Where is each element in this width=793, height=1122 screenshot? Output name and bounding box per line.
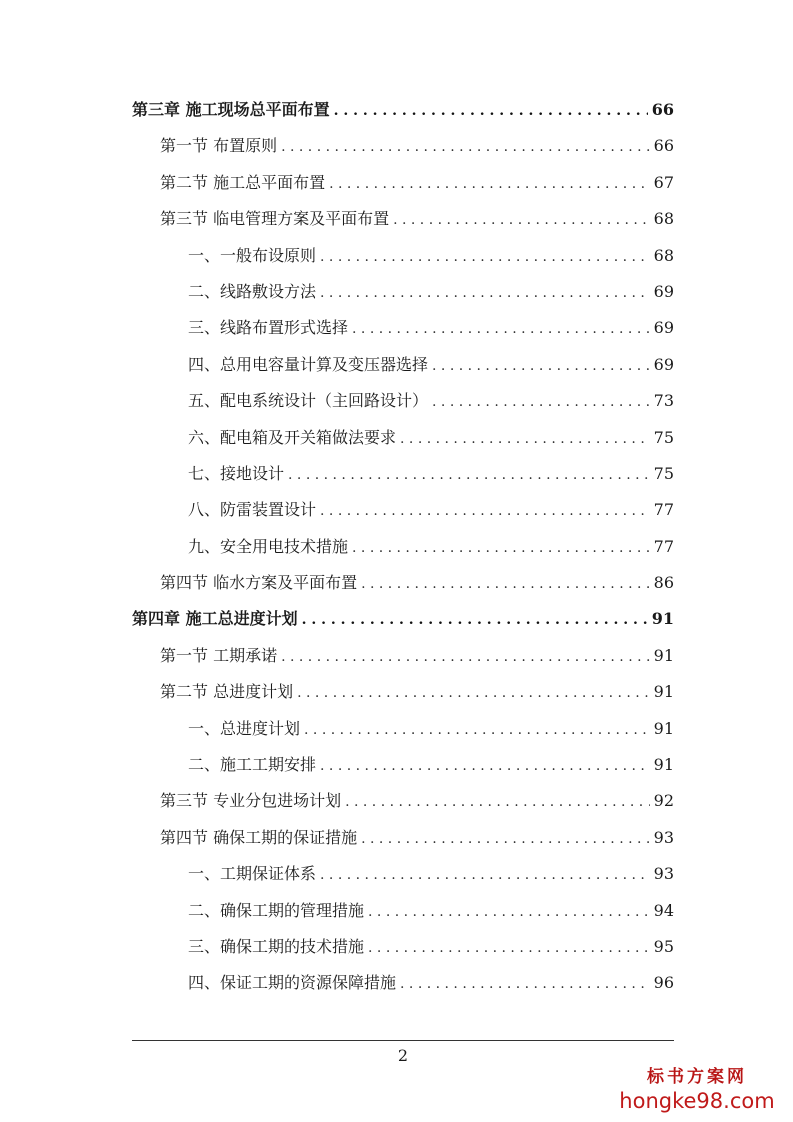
toc-entry-label: 第二节 总进度计划 bbox=[160, 682, 294, 702]
toc-entry-label: 三、线路布置形式选择 bbox=[188, 318, 349, 338]
toc-entry-label: 五、配电系统设计（主回路设计） bbox=[188, 391, 429, 411]
toc-entry-label: 八、防雷装置设计 bbox=[188, 500, 317, 520]
toc-entry-page: 93 bbox=[653, 827, 674, 847]
toc-entry[interactable] bbox=[132, 274, 674, 310]
footer-divider bbox=[132, 1040, 674, 1041]
toc-dot-leader bbox=[281, 129, 650, 165]
toc-entry-page: 93 bbox=[653, 864, 674, 884]
toc-dot-leader bbox=[329, 166, 650, 202]
toc-entry-label: 第三节 专业分包进场计划 bbox=[160, 791, 342, 811]
toc-entry-label: 二、确保工期的管理措施 bbox=[188, 900, 365, 920]
toc-entry-label: 七、接地设计 bbox=[188, 463, 285, 483]
toc-entry-page: 86 bbox=[653, 573, 674, 593]
toc-entry-page: 69 bbox=[653, 354, 674, 374]
toc-entry[interactable] bbox=[132, 929, 674, 965]
toc-dot-leader bbox=[281, 639, 650, 675]
toc-entry-page: 91 bbox=[653, 755, 674, 775]
toc-entry-label: 一、工期保证体系 bbox=[188, 864, 317, 884]
toc-entry[interactable] bbox=[132, 856, 674, 892]
toc-dot-leader bbox=[393, 202, 650, 238]
toc-entry[interactable] bbox=[132, 492, 674, 528]
toc-entry-label: 一、一般布设原则 bbox=[188, 245, 317, 265]
toc-entry[interactable] bbox=[132, 128, 674, 164]
toc-dot-leader bbox=[361, 821, 650, 857]
toc-entry-page: 68 bbox=[653, 209, 674, 229]
toc-entry-label: 四、总用电容量计算及变压器选择 bbox=[188, 354, 429, 374]
toc-entry[interactable] bbox=[132, 529, 674, 565]
toc-entry[interactable] bbox=[132, 201, 674, 237]
toc-dot-leader bbox=[288, 457, 650, 493]
toc-entry-label: 第四章 施工总进度计划 bbox=[132, 609, 298, 629]
toc-entry[interactable] bbox=[132, 674, 674, 710]
toc-entry-page: 91 bbox=[653, 682, 674, 702]
toc-entry-page: 77 bbox=[653, 500, 674, 520]
toc-entry-label: 九、安全用电技术措施 bbox=[188, 536, 349, 556]
toc-entry-page: 67 bbox=[653, 172, 674, 192]
toc-entry[interactable] bbox=[132, 820, 674, 856]
table-of-contents bbox=[132, 92, 674, 1002]
toc-entry-page: 92 bbox=[653, 791, 674, 811]
toc-entry[interactable] bbox=[132, 456, 674, 492]
watermark-url: hongke98.com bbox=[619, 1089, 775, 1113]
toc-entry-page: 77 bbox=[653, 536, 674, 556]
toc-entry-label: 第一节 布置原则 bbox=[160, 136, 278, 156]
toc-entry-label: 一、总进度计划 bbox=[188, 718, 301, 738]
toc-dot-leader bbox=[320, 748, 650, 784]
toc-entry-label: 第四节 临水方案及平面布置 bbox=[160, 573, 358, 593]
toc-entry-label: 第三节 临电管理方案及平面布置 bbox=[160, 209, 390, 229]
toc-dot-leader bbox=[304, 712, 650, 748]
toc-entry-page: 69 bbox=[653, 281, 674, 301]
toc-entry[interactable] bbox=[132, 747, 674, 783]
toc-dot-leader bbox=[432, 384, 650, 420]
toc-entry[interactable] bbox=[132, 347, 674, 383]
toc-dot-leader bbox=[320, 275, 650, 311]
toc-dot-leader bbox=[368, 930, 650, 966]
toc-entry-page: 91 bbox=[653, 718, 674, 738]
toc-dot-leader bbox=[320, 493, 650, 529]
toc-dot-leader bbox=[297, 675, 650, 711]
toc-entry-label: 二、线路敷设方法 bbox=[188, 281, 317, 301]
toc-dot-leader bbox=[334, 93, 648, 129]
toc-entry[interactable] bbox=[132, 310, 674, 346]
toc-entry-page: 75 bbox=[653, 463, 674, 483]
toc-dot-leader bbox=[352, 311, 650, 347]
page-number: 2 bbox=[397, 1046, 409, 1065]
toc-entry[interactable] bbox=[132, 783, 674, 819]
toc-dot-leader bbox=[352, 530, 650, 566]
toc-entry-label: 第一节 工期承诺 bbox=[160, 645, 278, 665]
toc-entry-page: 95 bbox=[653, 936, 674, 956]
toc-entry-page: 94 bbox=[653, 900, 674, 920]
toc-entry-label: 二、施工工期安排 bbox=[188, 755, 317, 775]
toc-dot-leader bbox=[302, 602, 648, 638]
toc-entry-page: 75 bbox=[653, 427, 674, 447]
toc-entry[interactable] bbox=[132, 383, 674, 419]
toc-entry[interactable] bbox=[132, 601, 674, 637]
toc-dot-leader bbox=[432, 348, 650, 384]
toc-entry-label: 第二节 施工总平面布置 bbox=[160, 172, 326, 192]
toc-entry-page: 66 bbox=[653, 136, 674, 156]
toc-dot-leader bbox=[361, 566, 650, 602]
toc-entry-page: 91 bbox=[651, 609, 674, 629]
toc-entry-label: 第四节 确保工期的保证措施 bbox=[160, 827, 358, 847]
toc-entry-page: 73 bbox=[653, 391, 674, 411]
toc-dot-leader bbox=[320, 239, 650, 275]
toc-entry-label: 三、确保工期的技术措施 bbox=[188, 936, 365, 956]
toc-dot-leader bbox=[320, 857, 650, 893]
toc-entry[interactable] bbox=[132, 638, 674, 674]
toc-entry-page: 68 bbox=[653, 245, 674, 265]
toc-entry-label: 第三章 施工现场总平面布置 bbox=[132, 100, 330, 119]
toc-entry-page: 66 bbox=[651, 100, 674, 119]
toc-entry-page: 91 bbox=[653, 645, 674, 665]
toc-entry-page: 96 bbox=[653, 973, 674, 993]
watermark-site-name: 标书方案网 bbox=[647, 1067, 747, 1087]
toc-entry[interactable] bbox=[132, 420, 674, 456]
toc-entry[interactable] bbox=[132, 565, 674, 601]
toc-entry[interactable] bbox=[132, 965, 674, 1001]
toc-dot-leader bbox=[400, 966, 650, 1002]
watermark-logo bbox=[617, 1066, 777, 1114]
toc-entry-page: 69 bbox=[653, 318, 674, 338]
toc-entry[interactable] bbox=[132, 165, 674, 201]
toc-entry[interactable] bbox=[132, 238, 674, 274]
toc-dot-leader bbox=[345, 784, 650, 820]
toc-entry[interactable] bbox=[132, 92, 674, 128]
toc-entry[interactable] bbox=[132, 711, 674, 747]
toc-entry[interactable] bbox=[132, 893, 674, 929]
toc-entry-label: 六、配电箱及开关箱做法要求 bbox=[188, 427, 397, 447]
toc-dot-leader bbox=[400, 421, 650, 457]
toc-dot-leader bbox=[368, 894, 650, 930]
toc-entry-label: 四、保证工期的资源保障措施 bbox=[188, 973, 397, 993]
